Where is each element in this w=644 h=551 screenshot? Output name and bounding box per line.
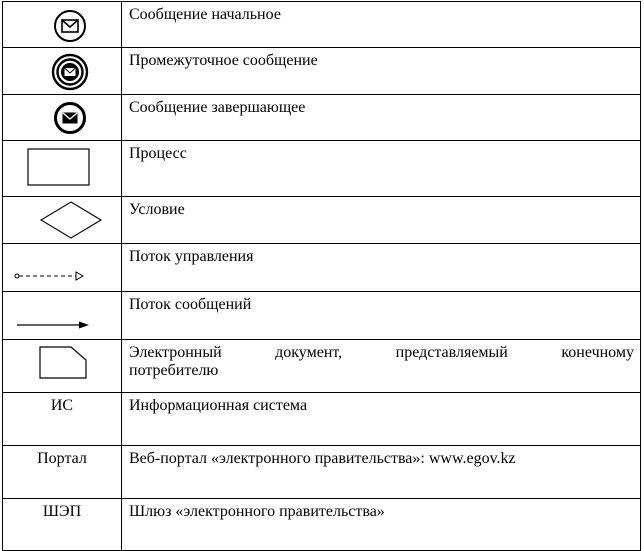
description-text: Сообщение завершающее — [129, 99, 306, 116]
description-cell — [122, 95, 641, 141]
description-text: Промежуточное сообщение — [129, 52, 318, 69]
symbol-cell — [3, 141, 122, 197]
description-text: Условие — [129, 201, 185, 218]
start-message-icon — [53, 9, 87, 43]
description-cell — [122, 48, 641, 95]
message-flow-arrow-icon — [15, 320, 91, 330]
description-cell — [122, 2, 641, 48]
process-rectangle-icon — [27, 148, 91, 188]
description-text: Процесс — [129, 145, 187, 162]
symbol-cell — [3, 499, 122, 551]
legend-row — [3, 244, 641, 292]
description-text: Информационная система — [129, 397, 308, 414]
description-cell — [122, 292, 641, 340]
legend-row — [3, 393, 641, 446]
legend-row — [3, 446, 641, 499]
symbol-abbreviation: Портал — [37, 450, 87, 467]
legend-row — [3, 141, 641, 197]
symbol-cell — [3, 197, 122, 244]
symbol-cell — [3, 340, 122, 393]
description-cell — [122, 446, 641, 499]
condition-diamond-icon — [39, 200, 103, 240]
symbol-cell — [3, 446, 122, 499]
symbol-cell — [3, 244, 122, 292]
legend-row — [3, 197, 641, 244]
electronic-document-icon — [39, 346, 89, 380]
symbol-cell — [3, 292, 122, 340]
description-cell — [122, 340, 641, 393]
description-cell — [122, 499, 641, 551]
legend-row — [3, 340, 641, 393]
description-cell — [122, 197, 641, 244]
legend-row — [3, 95, 641, 141]
symbol-cell — [3, 2, 122, 48]
description-text: Электронный документ, представляемый конечному — [129, 344, 634, 361]
description-text: Поток сообщений — [129, 296, 252, 313]
intermediate-message-icon — [51, 53, 89, 91]
symbol-abbreviation: ИС — [50, 397, 74, 414]
description-cell — [122, 244, 641, 292]
symbol-cell — [3, 95, 122, 141]
description-cell — [122, 393, 641, 446]
legend-row — [3, 292, 641, 340]
symbol-abbreviation: ШЭП — [42, 503, 82, 520]
control-flow-arrow-icon — [14, 270, 86, 282]
description-text: Веб-портал «электронного правительства»: www.egov.kz — [129, 450, 516, 467]
legend-table — [2, 1, 641, 551]
end-message-icon — [53, 101, 87, 135]
legend-row — [3, 48, 641, 95]
legend-row — [3, 499, 641, 551]
legend-row — [3, 2, 641, 48]
description-cell — [122, 141, 641, 197]
description-text: Сообщение начальное — [129, 6, 281, 23]
symbol-cell — [3, 48, 122, 95]
description-text: Шлюз «электронного правительства» — [129, 503, 385, 520]
symbol-cell — [3, 393, 122, 446]
description-text-continued: потребителю — [129, 362, 219, 379]
description-text: Поток управления — [129, 248, 254, 265]
